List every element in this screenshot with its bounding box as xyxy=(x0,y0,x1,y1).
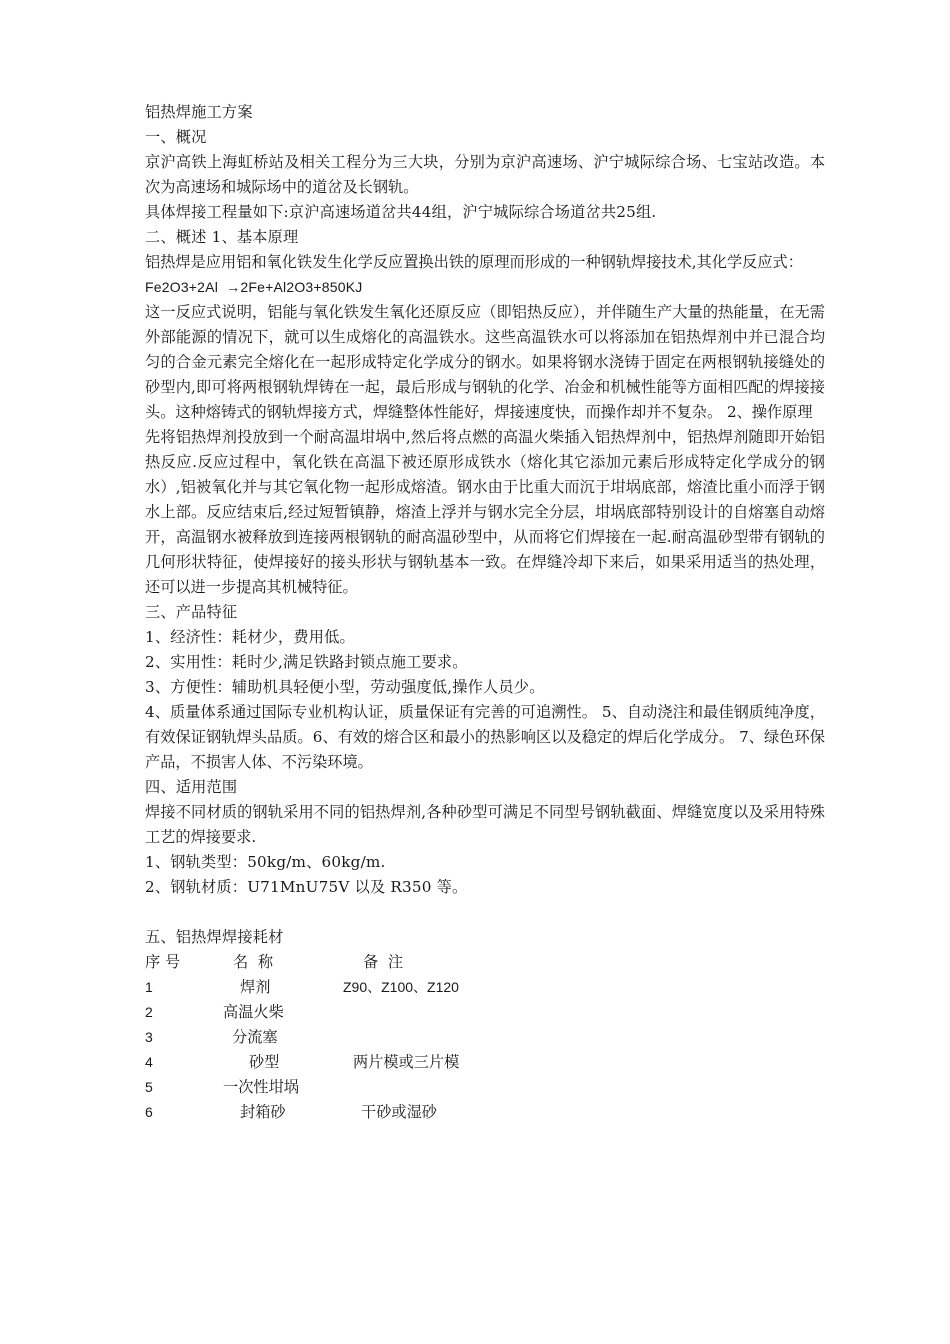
section-4-heading: 四、适用范围 xyxy=(145,778,238,796)
table-cell-index: 6 xyxy=(145,1104,153,1120)
table-row xyxy=(145,1050,825,1075)
rail-material-item: 2、钢轨材质：U71MnU75V 以及 R350 等。 xyxy=(145,878,468,896)
section-4-paragraph: 焊接不同材质的钢轨采用不同的铝热焊剂,各种砂型可满足不同型号钢轨截面、焊缝宽度以及采用特殊工艺的焊接要求. xyxy=(145,803,825,846)
feature-item-3: 3、方便性：辅助机具轻便小型，劳动强度低,操作人员少。 xyxy=(145,678,545,696)
section-2-paragraph-3: 先将铝热焊剂投放到一个耐高温坩埚中,然后将点燃的高温火柴插入铝热焊剂中，铝热焊剂随即开始铝热反应.反应过程中，氧化铁在高温下被还原形成铁水（熔化其它添加元素后形成特定化学成分的钢水）,铝被氧化并与其它氧化物一起形成熔渣。钢水由于比重大而沉于坩埚底部，熔渣比重小而浮于钢水上部。反应结束后,经过短暂镇静，熔渣上浮并与钢水完全分层，坩埚底部特别设计的自熔塞自动熔开，高温钢水被释放到连接两根钢轨的耐高温砂型中，从而将它们焊接在一起.耐高温砂型带有钢轨的几何形状特征，使焊接好的接头形状与钢轨基本一致。在焊缝冷却下来后，如果采用适当的热处理，还可以进一步提高其机械特征。 xyxy=(145,428,825,596)
table-cell-note: Z90、Z100、Z120 xyxy=(343,979,459,995)
table-row xyxy=(145,1000,825,1025)
table-cell-index: 5 xyxy=(145,1079,153,1095)
table-header-row xyxy=(145,950,825,975)
table-cell-note: 干砂或湿砂 xyxy=(361,1103,437,1121)
table-row xyxy=(145,1075,825,1100)
feature-item-2: 2、实用性：耗时少,满足铁路封锁点施工要求。 xyxy=(145,653,468,671)
table-cell-name: 高温火柴 xyxy=(223,1003,284,1021)
section-1-paragraph-1: 京沪高铁上海虹桥站及相关工程分为三大块，分别为京沪高速场、沪宁城际综合场、七宝站改造。本次为高速场和城际场中的道岔及长钢轨。 xyxy=(145,153,825,196)
table-cell-note: 两片模或三片模 xyxy=(353,1053,460,1071)
table-cell-name: 一次性坩埚 xyxy=(223,1078,299,1096)
table-row xyxy=(145,975,825,1000)
feature-item-4-7: 4、质量体系通过国际专业机构认证，质量保证有完善的可追溯性。 5、自动浇注和最佳钢质纯净度，有效保证钢轨焊头品质。6、有效的熔合区和最小的热影响区以及稳定的焊后化学成分。 7、绿色环保产品，不损害人体、不污染环境。 xyxy=(145,703,825,771)
table-header-index: 序 号 xyxy=(145,953,181,971)
table-row xyxy=(145,1025,825,1050)
rail-type-item: 1、钢轨类型：50kg/m、60kg/m. xyxy=(145,853,386,871)
table-cell-index: 2 xyxy=(145,1004,153,1020)
section-1-paragraph-2: 具体焊接工程量如下:京沪高速场道岔共44组，沪宁城际综合场道岔共25组. xyxy=(145,203,657,221)
section-2-heading: 二、概述 1、基本原理 xyxy=(145,228,299,246)
spacer xyxy=(145,900,825,925)
document-page xyxy=(145,100,825,1125)
section-3-heading: 三、产品特征 xyxy=(145,603,238,621)
table-cell-name: 封箱砂 xyxy=(240,1103,286,1121)
section-2-paragraph-2: 这一反应式说明，铝能与氧化铁发生氧化还原反应（即铝热反应），并伴随生产大量的热能量，在无需外部能源的情况下，就可以生成熔化的高温铁水。这些高温铁水可以将添加在铝热焊剂中并已混合均匀的合金元素完全熔化在一起形成特定化学成分的钢水。如果将钢水浇铸于固定在两根钢轨接缝处的砂型内,即可将两根钢轨焊铸在一起，最后形成与钢轨的化学、冶金和机械性能等方面相匹配的焊接接头。这种熔铸式的钢轨焊接方式，焊缝整体性能好，焊接速度快，而操作却并不复杂。 2、操作原理 xyxy=(145,303,825,421)
table-cell-name: 砂型 xyxy=(249,1053,280,1071)
section-1-heading: 一、概况 xyxy=(145,128,207,146)
table-header-name: 名 称 xyxy=(233,953,274,971)
chemical-formula: Fe2O3+2Al →2Fe+Al2O3+850KJ xyxy=(145,279,363,295)
feature-item-1: 1、经济性：耗材少，费用低。 xyxy=(145,628,355,646)
table-cell-index: 1 xyxy=(145,979,153,995)
table-cell-name: 焊剂 xyxy=(240,978,271,996)
document-title: 铝热焊施工方案 xyxy=(145,103,253,121)
table-cell-name: 分流塞 xyxy=(232,1028,278,1046)
section-2-paragraph-1: 铝热焊是应用铝和氧化铁发生化学反应置换出铁的原理而形成的一种钢轨焊接技术,其化学反应式： xyxy=(145,253,803,271)
table-row xyxy=(145,1100,825,1125)
table-cell-index: 3 xyxy=(145,1029,153,1045)
table-header-note: 备 注 xyxy=(363,953,404,971)
table-cell-index: 4 xyxy=(145,1054,153,1070)
section-5-heading: 五、铝热焊焊接耗材 xyxy=(145,928,284,946)
